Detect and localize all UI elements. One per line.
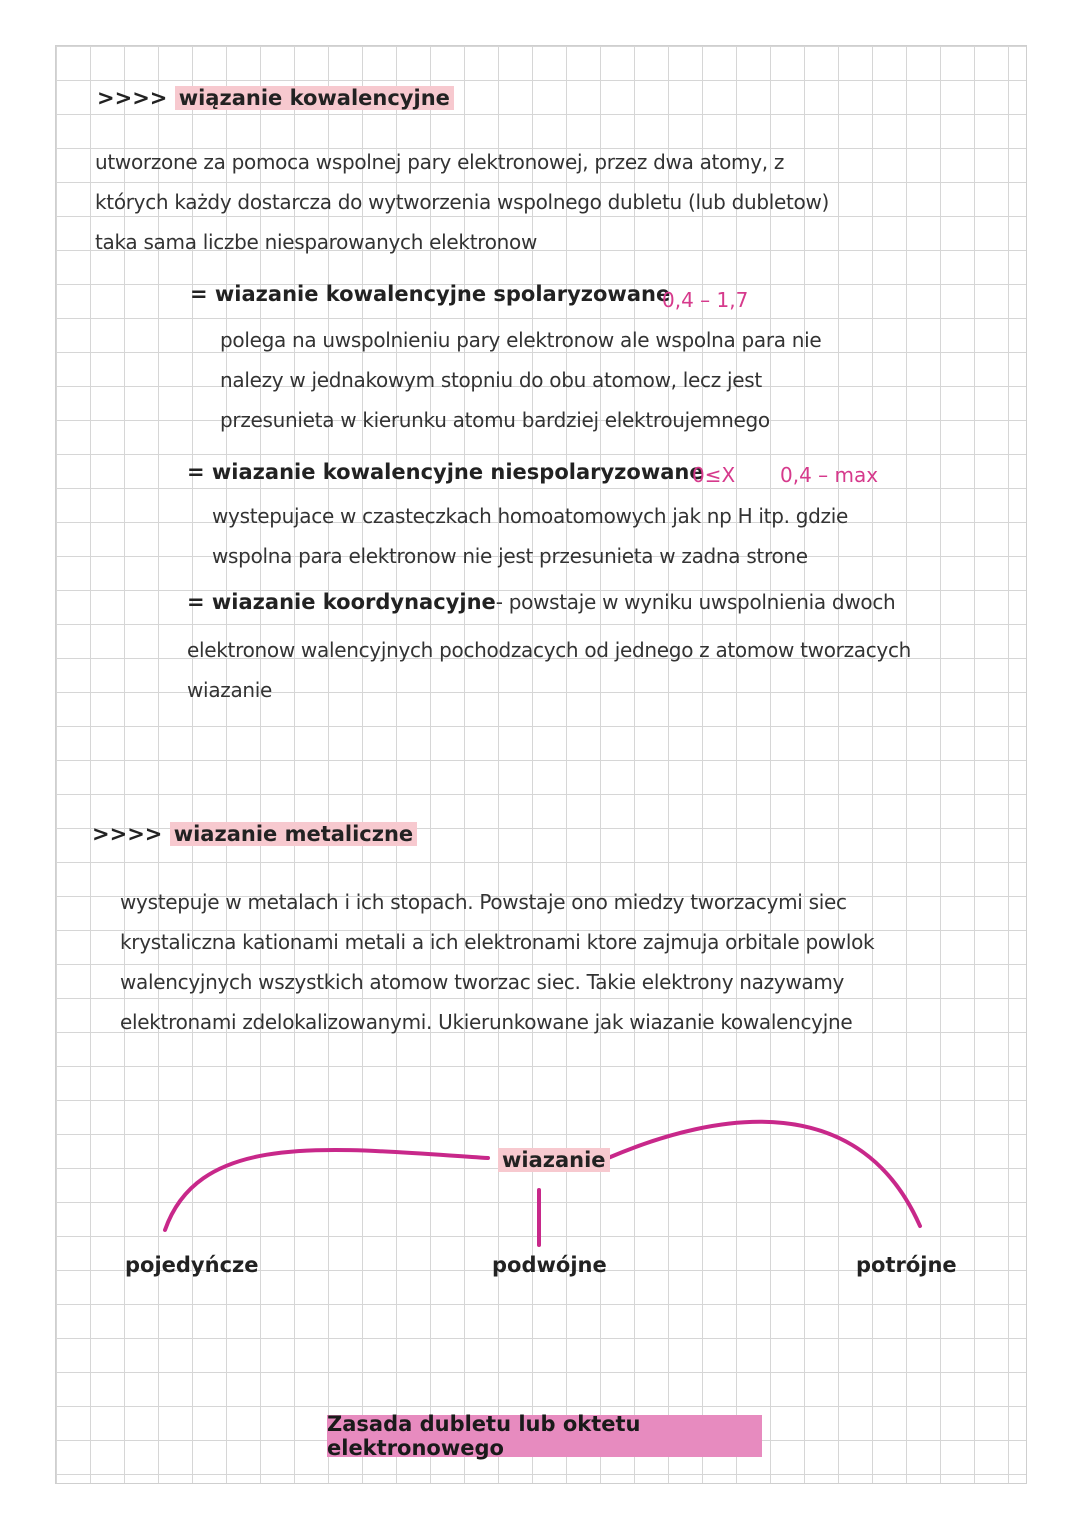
text-line: wystepujace w czasteczkach homoatomowych jak np H itp. gdzie: [212, 504, 848, 528]
text-line: przesunieta w kierunku atomu bardziej elektroujemnego: [220, 408, 770, 432]
nonpolar-title: = wiazanie kowalencyjne niespolaryzowane: [187, 460, 704, 484]
heading-arrow: >>>>: [92, 822, 163, 846]
coordinate-title: = wiazanie koordynacyjne: [187, 590, 496, 614]
text-line: których każdy dostarcza do wytworzenia wspolnego dubletu (lub dubletow): [95, 190, 830, 214]
text-line: nalezy w jednakowym stopniu do obu atomow, lecz jest: [220, 368, 762, 392]
polar-range: 0,4 – 1,7: [662, 288, 749, 312]
coordinate-rest: - powstaje w wyniku uwspolnienia dwoch: [495, 590, 896, 614]
left-curve: [165, 1150, 488, 1230]
text-line: wspolna para elektronow nie jest przesunieta w zadna strone: [212, 544, 808, 568]
footer-rule-text: Zasada dubletu lub oktetu elektronowego: [327, 1412, 641, 1460]
text-line: utworzone za pomoca wspolnej pary elektronowej, przez dwa atomy, z: [95, 150, 785, 174]
text-line: taka sama liczbe niesparowanych elektronow: [95, 230, 538, 254]
diagram-left-label: pojedyńcze: [125, 1253, 259, 1277]
metallic-title: wiazanie metaliczne: [170, 822, 417, 846]
text-line: polega na uwspolnieniu pary elektronow ale wspolna para nie: [220, 328, 822, 352]
nonpolar-range-2: 0,4 – max: [780, 463, 879, 487]
diagram-middle-label: podwójne: [492, 1253, 607, 1277]
text-line: walencyjnych wszystkich atomow tworzac siec. Takie elektrony nazywamy: [120, 970, 845, 994]
footer-rule-box: [327, 1412, 762, 1460]
diagram-center-label: wiazanie: [498, 1148, 610, 1172]
text-line: wiazanie: [187, 678, 273, 702]
text-line: elektronami zdelokalizowanymi. Ukierunkowane jak wiazanie kowalencyjne: [120, 1010, 853, 1034]
covalent-title: wiązanie kowalencyjne: [175, 86, 454, 110]
text-line: elektronow walencyjnych pochodzacych od jednego z atomow tworzacych: [187, 638, 912, 662]
text-line: krystaliczna kationami metali a ich elektronami ktore zajmuja orbitale powlok: [120, 930, 875, 954]
right-curve: [608, 1122, 920, 1226]
text-line: wystepuje w metalach i ich stopach. Powstaje ono miedzy tworzacymi siec: [120, 890, 847, 914]
diagram-right-label: potrójne: [856, 1253, 957, 1277]
nonpolar-range-1: 0≤X: [692, 463, 736, 487]
heading-arrow: >>>>: [97, 86, 168, 110]
polar-title: = wiazanie kowalencyjne spolaryzowane: [190, 282, 671, 306]
